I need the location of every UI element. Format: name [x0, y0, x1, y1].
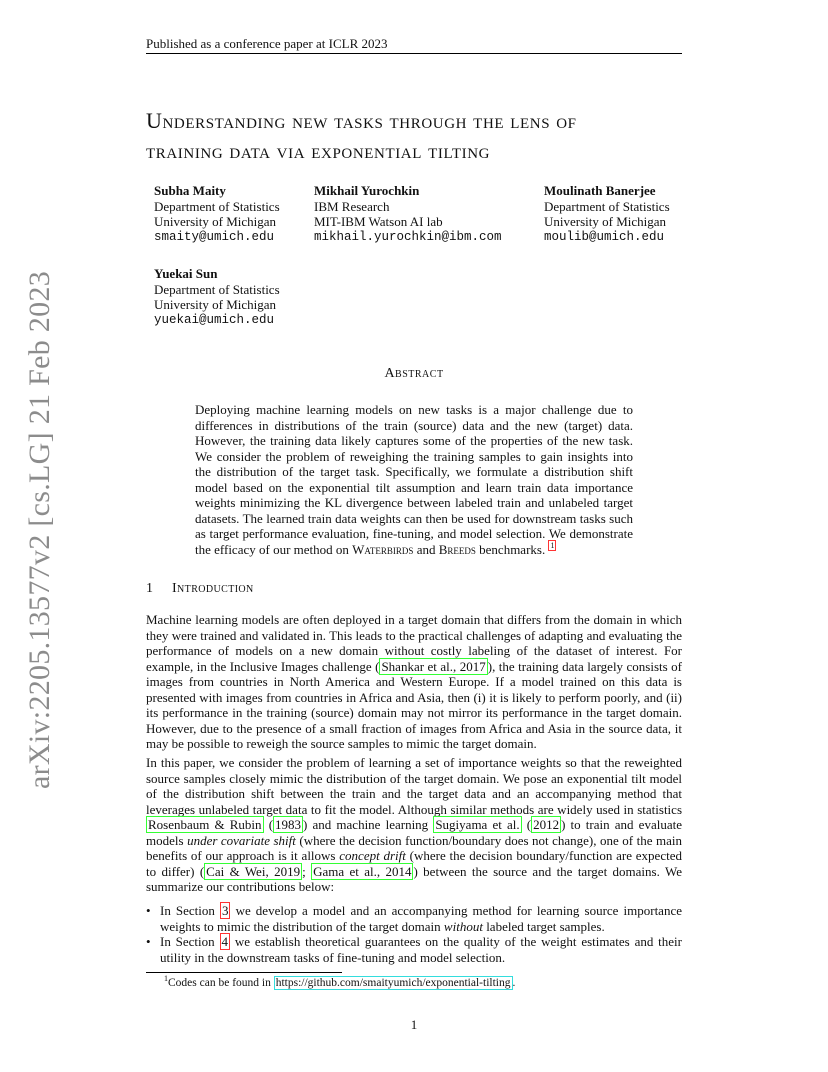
author-name: Subha Maity — [154, 183, 226, 198]
author-email[interactable]: mikhail.yurochkin@ibm.com — [314, 229, 502, 244]
author-name: Yuekai Sun — [154, 266, 218, 281]
emphasis-text: without — [443, 918, 483, 934]
list-item-text: In Section — [160, 903, 220, 918]
paragraph-text: ; — [302, 863, 312, 879]
citation-link[interactable]: Gama et al., 2014 — [313, 863, 412, 879]
emphasis-text: concept drift — [339, 848, 406, 863]
section-title: Introduction — [172, 581, 254, 596]
footnote-rule — [146, 972, 342, 973]
author-block — [154, 266, 280, 328]
footnote — [164, 974, 516, 989]
title-line-1: Understanding new tasks through the lens of — [146, 108, 577, 133]
footnote-mark: 1 — [164, 974, 168, 984]
dataset-name: Breeds — [438, 541, 476, 557]
page-number: 1 — [410, 1017, 418, 1032]
footnote-text: Codes can be found in — [168, 977, 274, 989]
abstract-text: Deploying machine learning models on new tasks is a major challenge due to differences in distributions of the train (source) data and the new (target) data. However, the training data likely captures some of the properties of the new task. We consider the problem of reweighing the training samples to gain insights into the distribution of the target task. Specifically, we formulate a distribution shift model based on the exponential tilt assumption and learn train data importance weights minimizing the KL divergence between labeled train and unlabeled target datasets. The learned train data weights can then be used for downstream tasks such as target performance evaluation, fine-tuning, and model selection. We demonstrate the efficacy of our method on — [195, 402, 633, 557]
paragraph-text: ) between the source and the target domains. We summarize our contributions below: — [146, 863, 682, 894]
list-item — [146, 903, 682, 934]
paragraph-text: In this paper, we consider the problem of learning a set of importance weights so that the reweighted source samples closely mimic the distribution of the target domain. We pose an exponential tilt model of the distribution shift between the train and the target data and an accompanying method that leverages unlabeled target data to fit the model. Although similar methods are widely used in statistics — [146, 755, 682, 817]
author-name: Moulinath Banerjee — [544, 183, 656, 198]
list-item-text: we establish theoretical guarantees on the quality of the weight estimates and their utility in the downstream tasks of fine-tuning and model selection. — [160, 934, 682, 965]
abstract-text: and — [413, 541, 439, 557]
paragraph-text: ), the training data largely consists of images from countries in North America and Western Europe. If a model trained on this data is presented with images from countries in Africa and Asia, then (i) it is likely to perform poorly, and (ii) its performance in the training (source) domain may not mirror its performance in the target domain. However, due to the presence of a small fraction of images from Africa and Asia in the source data, it may be possible to reweigh the source samples to mimic the target domain. — [146, 658, 682, 751]
citation-year-link[interactable]: 2012 — [533, 817, 560, 832]
intro-paragraph: In this paper, we consider the problem of learning a set of importance weights so that the reweighted source samples closely mimic the distribution of the target domain. We pose an exponential tilt model of the distribution shift between the train and the target data and an accompanying method that leverages unlabeled target data to fit the model. Although similar methods are widely used in statistics Rosenbaum & Rubin ( 1983 ) and machine learning Sugiyama et al. ( 2012 ) to train and evaluate models under covariate shift (where the decision function/boundary does not change), one of the main benefits of our approach is it allows concept drift (where the decision boundary/function are expected to differ) ( Cai & Wei, 2019 ; Gama et al., 2014 ) between the source and the target domains. We summarize our contributions below: — [146, 755, 682, 894]
citation-link[interactable]: Sugiyama et al. — [435, 817, 520, 832]
section-number: 1 — [146, 581, 153, 596]
author-name: Mikhail Yurochkin — [314, 183, 420, 198]
emphasis-text: under covariate shift — [187, 832, 296, 848]
paragraph-text: and machine learning — [307, 817, 434, 832]
author-email[interactable]: moulib@umich.edu — [544, 229, 665, 244]
footnote-marker-link[interactable]: 1 — [550, 541, 555, 551]
citation-year-link[interactable]: 1983 — [275, 817, 302, 832]
paragraph-text: (where the decision function/boundary does not change), one of the main benefits of our approach is it allows — [146, 832, 682, 863]
paper-title — [146, 106, 706, 166]
citation-link[interactable]: Shankar et al., 2017 — [381, 658, 486, 674]
author-affiliation: Department of Statistics — [154, 198, 280, 214]
author-affiliation: Department of Statistics — [154, 281, 280, 297]
abstract-text: benchmarks. — [475, 541, 549, 557]
author-affiliation: University of Michigan — [544, 214, 667, 229]
author-email[interactable]: yuekai@umich.edu — [154, 312, 275, 327]
section-heading — [146, 581, 254, 597]
author-block — [154, 183, 280, 245]
paragraph-text: to train and evaluate models — [146, 817, 682, 848]
contributions-list — [146, 903, 682, 965]
header-rule — [146, 53, 682, 54]
running-header: Published as a conference paper at ICLR 2023 — [146, 36, 388, 51]
list-item-text: labeled target samples. — [482, 918, 605, 934]
dataset-name: Waterbirds — [352, 541, 414, 557]
citation-link[interactable]: Rosenbaum & Rubin — [148, 817, 262, 832]
list-item-text: In Section — [160, 934, 220, 949]
author-affiliation: IBM Research — [314, 198, 390, 214]
bullet-icon: • — [146, 903, 151, 918]
abstract-heading: Abstract — [384, 366, 444, 381]
paragraph-text: Machine learning models are often deployed in a target domain that differs from the domain in which they were trained and validated in. This leads to the practical challenges of adapting and evaluating the performance of models on a new domain without costly labeling of the dataset of interest. For example, in the Inclusive Images challenge ( — [146, 612, 682, 674]
github-url-link[interactable]: https://github.com/smaityumich/exponential-tilting — [275, 977, 511, 989]
footnote-text: . — [512, 977, 516, 989]
author-affiliation: University of Michigan — [154, 297, 277, 312]
section-ref-link[interactable]: 4 — [221, 934, 228, 949]
author-affiliation: University of Michigan — [154, 214, 277, 229]
list-item-text: we develop a model and an accompanying method for learning source importance weights to mimic the distribution of the target domain — [160, 903, 682, 934]
author-block — [544, 183, 670, 245]
author-affiliation: Department of Statistics — [544, 198, 670, 214]
bullet-icon: • — [146, 934, 151, 949]
author-email[interactable]: smaity@umich.edu — [154, 229, 275, 244]
title-line-2: training data via exponential tilting — [146, 138, 491, 163]
author-block — [314, 183, 502, 245]
arxiv-stamp-text: arXiv:2205.13577v2 [cs.LG] 21 Feb 2023 — [23, 270, 56, 790]
abstract-body — [195, 402, 633, 557]
list-item — [146, 934, 682, 965]
citation-link[interactable]: Cai & Wei, 2019 — [206, 863, 301, 879]
section-ref-link[interactable]: 3 — [221, 903, 229, 918]
author-affiliation: MIT-IBM Watson AI lab — [314, 214, 443, 229]
paragraph-text: (where the decision boundary/function are expected to differ) ( — [146, 848, 682, 879]
intro-paragraph — [146, 612, 682, 752]
